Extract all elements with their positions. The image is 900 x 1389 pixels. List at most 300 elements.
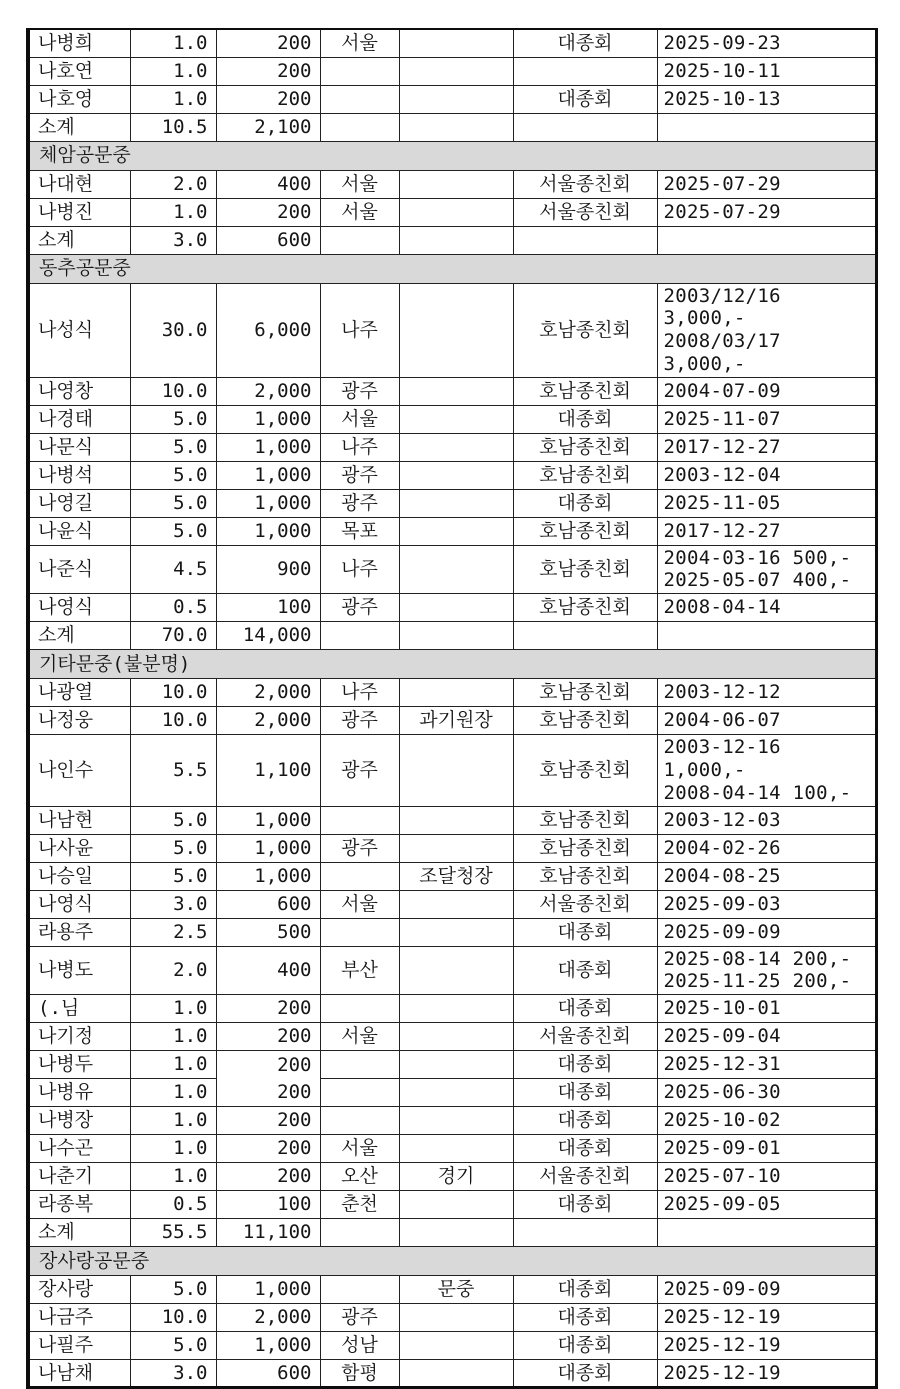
city-cell [320, 862, 399, 890]
amount-cell: 200 [216, 1023, 320, 1051]
name-cell: 라용주 [28, 918, 130, 946]
qty-cell: 10.5 [130, 113, 216, 141]
date-cell [657, 1219, 876, 1247]
qty-cell: 10.0 [130, 679, 216, 707]
date-cell: 2025-07-10 [657, 1163, 876, 1191]
subtotal-row [28, 113, 876, 141]
amount-cell: 1,000 [216, 862, 320, 890]
city-cell [320, 1079, 399, 1107]
org-cell: 호남종친회 [513, 735, 657, 806]
title-cell: 경기 [399, 1163, 513, 1191]
date-cell: 2025-09-01 [657, 1135, 876, 1163]
org-cell: 호남종친회 [513, 806, 657, 834]
name-cell: 소계 [28, 622, 130, 650]
date-cell: 2004-02-26 [657, 834, 876, 862]
qty-cell: 1.0 [130, 85, 216, 113]
amount-cell: 200 [216, 1163, 320, 1191]
date-cell [657, 622, 876, 650]
org-cell: 대종회 [513, 946, 657, 995]
city-cell: 함평 [320, 1360, 399, 1388]
city-cell: 광주 [320, 707, 399, 735]
date-cell: 2025-12-19 [657, 1304, 876, 1332]
city-cell: 광주 [320, 489, 399, 517]
org-cell: 대종회 [513, 995, 657, 1023]
org-cell: 대종회 [513, 1051, 657, 1079]
name-cell: 나영창 [28, 377, 130, 405]
qty-cell: 30.0 [130, 283, 216, 377]
amount-cell: 1,000 [216, 1332, 320, 1360]
org-cell: 대종회 [513, 1304, 657, 1332]
org-cell: 호남종친회 [513, 517, 657, 545]
section-header-row [28, 1247, 876, 1276]
qty-cell: 1.0 [130, 29, 216, 57]
title-cell [399, 735, 513, 806]
city-cell: 광주 [320, 834, 399, 862]
qty-cell: 1.0 [130, 995, 216, 1023]
city-cell [320, 1219, 399, 1247]
table-row [28, 918, 876, 946]
date-cell: 2025-12-19 [657, 1332, 876, 1360]
name-cell: 나광열 [28, 679, 130, 707]
org-cell: 호남종친회 [513, 834, 657, 862]
title-cell [399, 377, 513, 405]
table-row [28, 545, 876, 594]
table-row [28, 1276, 876, 1304]
city-cell: 광주 [320, 377, 399, 405]
amount-cell: 2,000 [216, 707, 320, 735]
name-cell: 나수곤 [28, 1135, 130, 1163]
city-cell: 서울 [320, 29, 399, 57]
table-row [28, 679, 876, 707]
qty-cell: 1.0 [130, 1023, 216, 1051]
qty-cell: 2.0 [130, 170, 216, 198]
qty-cell: 3.0 [130, 1360, 216, 1388]
amount-cell: 2,000 [216, 679, 320, 707]
city-cell: 광주 [320, 735, 399, 806]
city-cell: 춘천 [320, 1191, 399, 1219]
city-cell: 광주 [320, 594, 399, 622]
table-row [28, 1107, 876, 1135]
section-header-label: 기타문중(불분명) [28, 650, 876, 679]
name-cell: 나영식 [28, 890, 130, 918]
table-row [28, 1051, 876, 1079]
table-row [28, 594, 876, 622]
qty-cell: 1.0 [130, 1163, 216, 1191]
name-cell: 나호연 [28, 57, 130, 85]
city-cell: 서울 [320, 1023, 399, 1051]
qty-cell: 5.0 [130, 806, 216, 834]
org-cell: 호남종친회 [513, 283, 657, 377]
org-cell: 호남종친회 [513, 377, 657, 405]
city-cell: 나주 [320, 545, 399, 594]
name-cell: 나금주 [28, 1304, 130, 1332]
org-cell: 서울종친회 [513, 1163, 657, 1191]
qty-cell: 5.0 [130, 1276, 216, 1304]
title-cell [399, 946, 513, 995]
date-cell: 2004-03-16 500,- 2025-05-07 400,- [657, 545, 876, 594]
org-cell: 대종회 [513, 85, 657, 113]
city-cell [320, 1107, 399, 1135]
name-cell: 나병두 [28, 1051, 130, 1079]
date-cell: 2025-12-19 [657, 1360, 876, 1388]
subtotal-row [28, 226, 876, 254]
amount-cell: 1,000 [216, 433, 320, 461]
qty-cell: 5.0 [130, 461, 216, 489]
org-cell: 서울종친회 [513, 198, 657, 226]
date-cell: 2025-10-02 [657, 1107, 876, 1135]
city-cell [320, 85, 399, 113]
title-cell [399, 1135, 513, 1163]
date-cell: 2003/12/16 3,000,- 2008/03/17 3,000,- [657, 283, 876, 377]
city-cell: 서울 [320, 890, 399, 918]
name-cell: 나준식 [28, 545, 130, 594]
amount-cell: 1,100 [216, 735, 320, 806]
table-row [28, 405, 876, 433]
title-cell [399, 461, 513, 489]
amount-cell: 1,000 [216, 489, 320, 517]
table-row [28, 806, 876, 834]
qty-cell: 5.0 [130, 1332, 216, 1360]
name-cell: 나호영 [28, 85, 130, 113]
city-cell: 광주 [320, 1304, 399, 1332]
name-cell: 나병유 [28, 1079, 130, 1107]
amount-cell: 2,100 [216, 113, 320, 141]
date-cell: 2025-11-05 [657, 489, 876, 517]
org-cell: 대종회 [513, 1191, 657, 1219]
table-row [28, 995, 876, 1023]
subtotal-row [28, 622, 876, 650]
table-row [28, 1135, 876, 1163]
table-row [28, 1332, 876, 1360]
table-row [28, 1163, 876, 1191]
title-cell [399, 1304, 513, 1332]
title-cell [399, 806, 513, 834]
title-cell [399, 57, 513, 85]
table-row [28, 1079, 876, 1107]
org-cell: 대종회 [513, 29, 657, 57]
org-cell [513, 622, 657, 650]
section-header-label: 체암공문중 [28, 141, 876, 170]
date-cell [657, 113, 876, 141]
name-cell: 나윤식 [28, 517, 130, 545]
org-cell [513, 226, 657, 254]
qty-cell: 3.0 [130, 226, 216, 254]
qty-cell: 1.0 [130, 1051, 216, 1079]
title-cell [399, 113, 513, 141]
name-cell: 나사윤 [28, 834, 130, 862]
qty-cell: 1.0 [130, 57, 216, 85]
name-cell: 나정웅 [28, 707, 130, 735]
city-cell [320, 918, 399, 946]
table-row [28, 377, 876, 405]
qty-cell: 1.0 [130, 1135, 216, 1163]
name-cell: 나필주 [28, 1332, 130, 1360]
amount-cell: 200 [216, 85, 320, 113]
table-row [28, 29, 876, 57]
org-cell: 서울종친회 [513, 890, 657, 918]
date-cell: 2025-10-11 [657, 57, 876, 85]
city-cell: 나주 [320, 679, 399, 707]
title-cell [399, 834, 513, 862]
title-cell: 조달청장 [399, 862, 513, 890]
title-cell [399, 995, 513, 1023]
date-cell [657, 226, 876, 254]
table-row [28, 946, 876, 995]
date-cell: 2025-11-07 [657, 405, 876, 433]
org-cell: 서울종친회 [513, 170, 657, 198]
qty-cell: 2.0 [130, 946, 216, 995]
amount-cell: 200 [216, 1051, 320, 1079]
date-cell: 2025-09-05 [657, 1191, 876, 1219]
table-body [28, 29, 876, 1388]
city-cell: 나주 [320, 283, 399, 377]
date-cell: 2003-12-04 [657, 461, 876, 489]
org-cell: 호남종친회 [513, 862, 657, 890]
amount-cell: 200 [216, 1135, 320, 1163]
title-cell [399, 1107, 513, 1135]
amount-cell: 100 [216, 594, 320, 622]
title-cell [399, 283, 513, 377]
org-cell: 대종회 [513, 1332, 657, 1360]
table-row [28, 461, 876, 489]
city-cell [320, 226, 399, 254]
qty-cell: 55.5 [130, 1219, 216, 1247]
amount-cell: 600 [216, 890, 320, 918]
org-cell: 대종회 [513, 1079, 657, 1107]
table-row [28, 707, 876, 735]
table-row [28, 1191, 876, 1219]
amount-cell: 1,000 [216, 806, 320, 834]
org-cell: 호남종친회 [513, 707, 657, 735]
name-cell: 나병석 [28, 461, 130, 489]
city-cell [320, 995, 399, 1023]
name-cell: 소계 [28, 113, 130, 141]
name-cell: 나경태 [28, 405, 130, 433]
qty-cell: 10.0 [130, 707, 216, 735]
org-cell: 서울종친회 [513, 1023, 657, 1051]
date-cell: 2025-10-13 [657, 85, 876, 113]
amount-cell: 400 [216, 170, 320, 198]
title-cell [399, 517, 513, 545]
org-cell: 대종회 [513, 1135, 657, 1163]
subtotal-row [28, 1219, 876, 1247]
date-cell: 2025-09-04 [657, 1023, 876, 1051]
amount-cell: 200 [216, 57, 320, 85]
name-cell: 나춘기 [28, 1163, 130, 1191]
date-cell: 2025-09-23 [657, 29, 876, 57]
table-row [28, 735, 876, 806]
name-cell: 나성식 [28, 283, 130, 377]
name-cell: 나병장 [28, 1107, 130, 1135]
name-cell: 나남채 [28, 1360, 130, 1388]
qty-cell: 0.5 [130, 594, 216, 622]
section-header-row [28, 254, 876, 283]
city-cell [320, 113, 399, 141]
city-cell [320, 806, 399, 834]
org-cell: 대종회 [513, 489, 657, 517]
title-cell [399, 489, 513, 517]
name-cell: 소계 [28, 226, 130, 254]
org-cell [513, 57, 657, 85]
table-row [28, 85, 876, 113]
city-cell: 부산 [320, 946, 399, 995]
date-cell: 2017-12-27 [657, 517, 876, 545]
amount-cell: 11,100 [216, 1219, 320, 1247]
name-cell: 장사랑 [28, 1276, 130, 1304]
title-cell [399, 1023, 513, 1051]
date-cell: 2025-09-09 [657, 1276, 876, 1304]
qty-cell: 10.0 [130, 1304, 216, 1332]
table-row [28, 170, 876, 198]
section-header-label: 동추공문중 [28, 254, 876, 283]
org-cell: 대종회 [513, 1276, 657, 1304]
name-cell: 나대현 [28, 170, 130, 198]
title-cell [399, 198, 513, 226]
qty-cell: 5.0 [130, 433, 216, 461]
amount-cell: 1,000 [216, 461, 320, 489]
title-cell [399, 85, 513, 113]
date-cell: 2025-07-29 [657, 198, 876, 226]
qty-cell: 5.0 [130, 517, 216, 545]
section-header-row [28, 141, 876, 170]
date-cell: 2017-12-27 [657, 433, 876, 461]
qty-cell: 4.5 [130, 545, 216, 594]
date-cell: 2003-12-03 [657, 806, 876, 834]
amount-cell: 1,000 [216, 834, 320, 862]
city-cell [320, 622, 399, 650]
table-row [28, 890, 876, 918]
amount-cell: 200 [216, 1079, 320, 1107]
name-cell: 소계 [28, 1219, 130, 1247]
name-cell: 나영길 [28, 489, 130, 517]
name-cell: 나기정 [28, 1023, 130, 1051]
table-row [28, 433, 876, 461]
qty-cell: 3.0 [130, 890, 216, 918]
amount-cell: 2,000 [216, 377, 320, 405]
date-cell: 2004-07-09 [657, 377, 876, 405]
org-cell [513, 1219, 657, 1247]
amount-cell: 900 [216, 545, 320, 594]
name-cell: 나영식 [28, 594, 130, 622]
name-cell: 나문식 [28, 433, 130, 461]
amount-cell: 14,000 [216, 622, 320, 650]
org-cell: 대종회 [513, 1360, 657, 1388]
date-cell: 2004-08-25 [657, 862, 876, 890]
title-cell [399, 1219, 513, 1247]
table-row [28, 1360, 876, 1388]
amount-cell: 1,000 [216, 517, 320, 545]
table-row [28, 862, 876, 890]
name-cell: 라종복 [28, 1191, 130, 1219]
org-cell: 호남종친회 [513, 679, 657, 707]
title-cell [399, 890, 513, 918]
date-cell: 2025-09-09 [657, 918, 876, 946]
title-cell [399, 594, 513, 622]
name-cell: 나남현 [28, 806, 130, 834]
title-cell [399, 1360, 513, 1388]
qty-cell: 5.0 [130, 405, 216, 433]
qty-cell: 5.0 [130, 862, 216, 890]
qty-cell: 5.0 [130, 834, 216, 862]
date-cell: 2025-12-31 [657, 1051, 876, 1079]
title-cell [399, 1191, 513, 1219]
amount-cell: 500 [216, 918, 320, 946]
city-cell: 서울 [320, 170, 399, 198]
title-cell [399, 1332, 513, 1360]
amount-cell: 100 [216, 1191, 320, 1219]
org-cell: 대종회 [513, 918, 657, 946]
qty-cell: 1.0 [130, 198, 216, 226]
qty-cell: 1.0 [130, 1079, 216, 1107]
title-cell [399, 226, 513, 254]
name-cell: 나병진 [28, 198, 130, 226]
amount-cell: 600 [216, 226, 320, 254]
date-cell: 2025-07-29 [657, 170, 876, 198]
amount-cell: 200 [216, 198, 320, 226]
title-cell [399, 433, 513, 461]
qty-cell: 70.0 [130, 622, 216, 650]
section-header-label: 장사랑공문중 [28, 1247, 876, 1276]
city-cell [320, 1276, 399, 1304]
qty-cell: 0.5 [130, 1191, 216, 1219]
city-cell: 서울 [320, 405, 399, 433]
org-cell: 호남종친회 [513, 594, 657, 622]
table-row [28, 517, 876, 545]
org-cell: 호남종친회 [513, 545, 657, 594]
name-cell: 나승일 [28, 862, 130, 890]
city-cell: 성남 [320, 1332, 399, 1360]
qty-cell: 1.0 [130, 1107, 216, 1135]
table-row [28, 57, 876, 85]
date-cell: 2003-12-12 [657, 679, 876, 707]
table-row [28, 834, 876, 862]
name-cell: 나병도 [28, 946, 130, 995]
title-cell [399, 405, 513, 433]
amount-cell: 600 [216, 1360, 320, 1388]
org-cell: 대종회 [513, 405, 657, 433]
title-cell: 과기원장 [399, 707, 513, 735]
date-cell: 2008-04-14 [657, 594, 876, 622]
city-cell: 서울 [320, 198, 399, 226]
amount-cell: 6,000 [216, 283, 320, 377]
title-cell [399, 545, 513, 594]
city-cell: 오산 [320, 1163, 399, 1191]
city-cell: 목포 [320, 517, 399, 545]
table-row [28, 489, 876, 517]
amount-cell: 1,000 [216, 1276, 320, 1304]
title-cell [399, 918, 513, 946]
qty-cell: 5.0 [130, 489, 216, 517]
title-cell [399, 170, 513, 198]
amount-cell: 200 [216, 1107, 320, 1135]
date-cell: 2025-10-01 [657, 995, 876, 1023]
qty-cell: 2.5 [130, 918, 216, 946]
amount-cell: 2,000 [216, 1304, 320, 1332]
qty-cell: 10.0 [130, 377, 216, 405]
org-cell [513, 113, 657, 141]
name-cell: 나병희 [28, 29, 130, 57]
amount-cell: 200 [216, 995, 320, 1023]
org-cell: 대종회 [513, 1107, 657, 1135]
amount-cell: 200 [216, 29, 320, 57]
table-row [28, 1023, 876, 1051]
title-cell: 문중 [399, 1276, 513, 1304]
date-cell: 2003-12-16 1,000,- 2008-04-14 100,- [657, 735, 876, 806]
section-header-row [28, 650, 876, 679]
qty-cell: 5.5 [130, 735, 216, 806]
city-cell [320, 57, 399, 85]
date-cell: 2004-06-07 [657, 707, 876, 735]
